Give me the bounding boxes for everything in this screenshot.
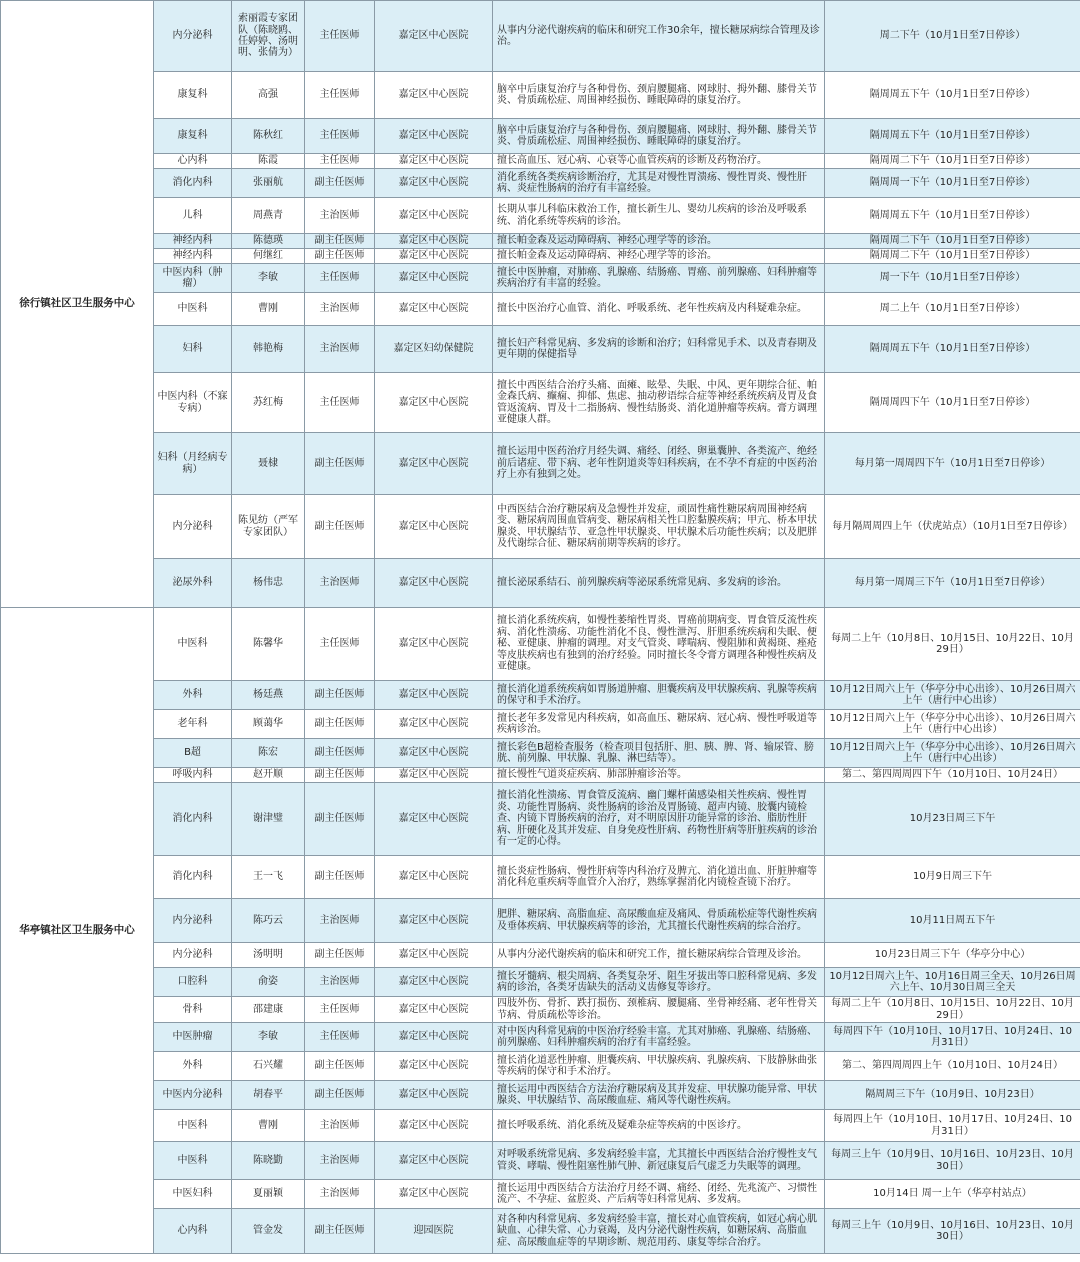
cell-specialty: 擅长妇产科常见病、多发病的诊断和治疗；妇科常见手术、以及青春期及更年期的保健指导 [493, 326, 825, 373]
cell-dept: 内分泌科 [154, 1, 232, 72]
cell-specialty: 肥胖、糖尿病、高脂血症、高尿酸血症及痛风、骨质疏松症等代谢性疾病及垂体疾病、甲状腺疾病等的诊治，尤其擅长代谢性疾病的综合治疗。 [493, 899, 825, 943]
cell-hospital: 嘉定区中心医院 [375, 943, 493, 968]
cell-schedule: 每周二上午（10月8日、10月15日、10月22日、10月29日） [825, 608, 1080, 681]
cell-title: 副主任医师 [305, 856, 375, 899]
table-row [1, 373, 1080, 433]
cell-dept: 康复科 [154, 72, 232, 119]
cell-doctor: 苏红梅 [232, 373, 305, 433]
cell-doctor: 曹刚 [232, 1110, 305, 1142]
cell-schedule: 隔周周二下午（10月1日至7日停诊） [825, 154, 1080, 169]
cell-title: 主治医师 [305, 293, 375, 326]
cell-title: 副主任医师 [305, 495, 375, 559]
cell-schedule: 隔周周三下午（10月9日、10月23日） [825, 1081, 1080, 1110]
table-row [1, 1052, 1080, 1081]
cell-hospital: 嘉定区中心医院 [375, 783, 493, 856]
cell-specialty: 擅长慢性气道炎症疾病、肺部肿瘤诊治等。 [493, 768, 825, 783]
table-row [1, 1142, 1080, 1180]
table-row [1, 234, 1080, 249]
cell-specialty: 擅长帕金森及运动障碍病、神经心理学等的诊治。 [493, 234, 825, 249]
cell-title: 副主任医师 [305, 433, 375, 495]
cell-hospital: 嘉定区中心医院 [375, 1110, 493, 1142]
table-row [1, 264, 1080, 293]
cell-dept: 外科 [154, 681, 232, 710]
schedule-table-body [1, 1, 1080, 1254]
cell-schedule: 隔周周五下午（10月1日至7日停诊） [825, 198, 1080, 234]
cell-dept: 呼吸内科 [154, 768, 232, 783]
cell-hospital: 嘉定区中心医院 [375, 495, 493, 559]
cell-hospital: 嘉定区中心医院 [375, 293, 493, 326]
cell-specialty: 从事内分泌代谢疾病的临床和研究工作，擅长糖尿病综合管理及诊治。 [493, 943, 825, 968]
cell-specialty: 擅长呼吸系统、消化系统及疑难杂症等疾病的中医诊疗。 [493, 1110, 825, 1142]
table-row [1, 968, 1080, 997]
cell-schedule: 每周四上午（10月10日、10月17日、10月24日、10月31日） [825, 1110, 1080, 1142]
table-row [1, 1110, 1080, 1142]
cell-schedule: 第二、第四周周四下午（10月10日、10月24日） [825, 768, 1080, 783]
cell-doctor: 陈见纺（严军专家团队） [232, 495, 305, 559]
cell-schedule: 周二下午（10月1日至7日停诊） [825, 1, 1080, 72]
cell-schedule: 隔周周五下午（10月1日至7日停诊） [825, 119, 1080, 154]
cell-specialty: 擅长消化系统疾病，如慢性萎缩性胃炎、胃癌前期病变、胃食管反流性疾病、消化性溃疡、功能性消化不良、慢性泄泻、肝胆系统疾病和失眠、便秘、亚健康、肿瘤的调理。对支气管炎、哮喘病、慢阻肺和黄褐斑、痤疮等皮肤疾病也有独到的治疗经验。同时擅长冬令膏方调理各种慢性疾病及亚健康。 [493, 608, 825, 681]
cell-specialty: 从事内分泌代谢疾病的临床和研究工作30余年，擅长糖尿病综合管理及诊治。 [493, 1, 825, 72]
cell-doctor: 陈巧云 [232, 899, 305, 943]
cell-hospital: 嘉定区中心医院 [375, 1180, 493, 1209]
cell-dept: 中医内科（不寐专病） [154, 373, 232, 433]
cell-hospital: 嘉定区中心医院 [375, 968, 493, 997]
cell-specialty: 擅长牙髓病、根尖周病、各类复杂牙、阻生牙拔出等口腔科常见病、多发病的诊治，各类牙齿缺失的活动义齿修复等诊疗。 [493, 968, 825, 997]
cell-specialty: 擅长运用中西医结合方法治疗月经不调、痛经、闭经、先兆流产、习惯性流产、不孕症、盆腔炎、产后病等妇科常见病、多发病。 [493, 1180, 825, 1209]
cell-specialty: 脑卒中后康复治疗与各种骨伤、颈肩腰腿痛、网球肘、拇外翻、膝骨关节炎、骨质疏松症、周围神经损伤、睡眠障碍的康复治疗。 [493, 72, 825, 119]
cell-dept: 消化内科 [154, 169, 232, 198]
table-row [1, 1, 1080, 72]
cell-title: 主治医师 [305, 968, 375, 997]
cell-dept: 内分泌科 [154, 495, 232, 559]
cell-doctor: 李敏 [232, 264, 305, 293]
cell-hospital: 嘉定区中心医院 [375, 198, 493, 234]
cell-doctor: 陈宏 [232, 739, 305, 768]
cell-doctor: 杨伟忠 [232, 559, 305, 608]
cell-doctor: 夏丽颖 [232, 1180, 305, 1209]
cell-specialty: 对呼吸系统常见病、多发病经验丰富，尤其擅长中西医结合治疗慢性支气管炎、哮喘、慢性阻塞性肺气肿、新冠康复后气虚乏力失眠等的调理。 [493, 1142, 825, 1180]
cell-hospital: 嘉定区中心医院 [375, 681, 493, 710]
cell-schedule: 10月12日周六上午、10月16日周三全天、10月26日周六上午、10月30日周三全天 [825, 968, 1080, 997]
table-row [1, 1180, 1080, 1209]
cell-dept: 口腔科 [154, 968, 232, 997]
cell-title: 副主任医师 [305, 943, 375, 968]
table-row [1, 249, 1080, 264]
cell-dept: B超 [154, 739, 232, 768]
cell-specialty: 擅长消化性溃疡、胃食管反流病、幽门螺杆菌感染相关性疾病、慢性胃炎、功能性胃肠病、炎性肠病的诊治及胃肠镜、超声内镜、胶囊内镜检查、内镜下胃肠疾病的治疗，对不明原因肝功能异常的诊治、脂肪性肝病、肝硬化及其并发症、自身免疫性肝病、药物性肝病等肝脏疾病的诊治有一定的心得。 [493, 783, 825, 856]
cell-hospital: 迎园医院 [375, 1209, 493, 1254]
cell-specialty: 擅长高血压、冠心病、心衰等心血管疾病的诊断及药物治疗。 [493, 154, 825, 169]
table-row [1, 198, 1080, 234]
cell-hospital: 嘉定区中心医院 [375, 249, 493, 264]
cell-schedule: 周一下午（10月1日至7日停诊） [825, 264, 1080, 293]
table-row [1, 72, 1080, 119]
cell-dept: 儿科 [154, 198, 232, 234]
cell-hospital: 嘉定区中心医院 [375, 899, 493, 943]
cell-specialty: 擅长运用中医药治疗月经失调、痛经、闭经、卵巢囊肿、各类流产、绝经前后诸症、带下病、老年性阴道炎等妇科疾病，在不孕不育症的中医药治疗上亦有独到之处。 [493, 433, 825, 495]
table-row [1, 433, 1080, 495]
cell-doctor: 管金发 [232, 1209, 305, 1254]
cell-dept: 中医肿瘤 [154, 1023, 232, 1052]
cell-specialty: 擅长帕金森及运动障碍病、神经心理学等的诊治。 [493, 249, 825, 264]
table-row [1, 943, 1080, 968]
cell-hospital: 嘉定区中心医院 [375, 559, 493, 608]
cell-schedule: 隔周周五下午（10月1日至7日停诊） [825, 72, 1080, 119]
table-row [1, 1209, 1080, 1254]
cell-title: 副主任医师 [305, 681, 375, 710]
cell-title: 主任医师 [305, 997, 375, 1023]
cell-schedule: 每周二上午（10月8日、10月15日、10月22日、10月29日） [825, 997, 1080, 1023]
cell-title: 主任医师 [305, 1023, 375, 1052]
cell-doctor: 邵建康 [232, 997, 305, 1023]
cell-hospital: 嘉定区中心医院 [375, 608, 493, 681]
cell-doctor: 韩艳梅 [232, 326, 305, 373]
cell-specialty: 擅长中医肿瘤，对肺癌、乳腺癌、结肠癌、胃癌、前列腺癌、妇科肿瘤等疾病治疗有丰富的经验。 [493, 264, 825, 293]
cell-title: 主治医师 [305, 559, 375, 608]
cell-title: 副主任医师 [305, 768, 375, 783]
cell-dept: 心内科 [154, 154, 232, 169]
cell-title: 主治医师 [305, 198, 375, 234]
cell-title: 副主任医师 [305, 739, 375, 768]
cell-doctor: 顾蔼华 [232, 710, 305, 739]
cell-doctor: 俞姿 [232, 968, 305, 997]
table-row [1, 739, 1080, 768]
cell-dept: 外科 [154, 1052, 232, 1081]
cell-doctor: 陈馨华 [232, 608, 305, 681]
cell-doctor: 曹刚 [232, 293, 305, 326]
cell-specialty: 擅长消化道恶性肿瘤、胆囊疾病、甲状腺疾病、乳腺疾病、下肢静脉曲张等疾病的保守和手术治疗。 [493, 1052, 825, 1081]
cell-hospital: 嘉定区中心医院 [375, 997, 493, 1023]
cell-hospital: 嘉定区中心医院 [375, 72, 493, 119]
cell-doctor: 索丽霞专家团队（陈晓鸥、任婷婷、汤明明、张倩为） [232, 1, 305, 72]
cell-schedule: 隔周周一下午（10月1日至7日停诊） [825, 169, 1080, 198]
cell-hospital: 嘉定区中心医院 [375, 264, 493, 293]
cell-specialty: 长期从事儿科临床救治工作，擅长新生儿、婴幼儿疾病的诊治及呼吸系统、消化系统等疾病的诊治。 [493, 198, 825, 234]
cell-specialty: 擅长运用中西医结合方法治疗糖尿病及其并发症、甲状腺功能异常、甲状腺炎、甲状腺结节、高尿酸血症、痛风等代谢性疾病。 [493, 1081, 825, 1110]
cell-title: 副主任医师 [305, 234, 375, 249]
table-row [1, 293, 1080, 326]
cell-specialty: 擅长泌尿系结石、前列腺疾病等泌尿系统常见病、多发病的诊治。 [493, 559, 825, 608]
cell-dept: 内分泌科 [154, 943, 232, 968]
cell-dept: 妇科 [154, 326, 232, 373]
table-row [1, 899, 1080, 943]
cell-dept: 中医科 [154, 1110, 232, 1142]
cell-schedule: 10月12日周六上午（华亭分中心出诊）、10月26日周六上午（唐行中心出诊） [825, 710, 1080, 739]
cell-specialty: 对各种内科常见病、多发病经验丰富，擅长对心血管疾病，如冠心病心肌缺血、心律失常、心力衰竭，及内分泌代谢性疾病，如糖尿病、高脂血症、高尿酸血症等的早期诊断、规范用药、康复等综合治疗。 [493, 1209, 825, 1254]
cell-schedule: 周二上午（10月1日至7日停诊） [825, 293, 1080, 326]
cell-schedule: 隔周周二下午（10月1日至7日停诊） [825, 249, 1080, 264]
cell-specialty: 擅长中医治疗心血管、消化、呼吸系统、老年性疾病及内科疑难杂症。 [493, 293, 825, 326]
cell-specialty: 四肢外伤、骨折、跌打损伤、颈椎病、腰腿痛、坐骨神经痛、老年性骨关节病、骨质疏松等诊治。 [493, 997, 825, 1023]
cell-title: 副主任医师 [305, 169, 375, 198]
cell-schedule: 10月23日周三下午（华亭分中心） [825, 943, 1080, 968]
table-row [1, 710, 1080, 739]
cell-title: 副主任医师 [305, 1052, 375, 1081]
cell-title: 副主任医师 [305, 710, 375, 739]
cell-title: 副主任医师 [305, 1081, 375, 1110]
cell-hospital: 嘉定区中心医院 [375, 1142, 493, 1180]
cell-hospital: 嘉定区中心医院 [375, 119, 493, 154]
cell-doctor: 陈霞 [232, 154, 305, 169]
table-row [1, 154, 1080, 169]
center-name: 徐行镇社区卫生服务中心 [1, 1, 154, 608]
cell-schedule: 隔周周四下午（10月1日至7日停诊） [825, 373, 1080, 433]
cell-hospital: 嘉定区中心医院 [375, 373, 493, 433]
cell-hospital: 嘉定区中心医院 [375, 1081, 493, 1110]
cell-title: 主治医师 [305, 1142, 375, 1180]
cell-schedule: 每周三上午（10月9日、10月16日、10月23日、10月30日） [825, 1142, 1080, 1180]
cell-hospital: 嘉定区中心医院 [375, 856, 493, 899]
table-row [1, 608, 1080, 681]
cell-hospital: 嘉定区中心医院 [375, 739, 493, 768]
cell-doctor: 陈晓勤 [232, 1142, 305, 1180]
cell-specialty: 擅长中西医结合治疗头痛、面瘫、眩晕、失眠、中风、更年期综合征、帕金森氏病、癫痫、抑郁、焦虑、抽动秽语综合症等神经系统疾病及胃及食管返流病、胃及十二指肠病、慢性结肠炎、消化道肿瘤等疾病。膏方调理亚健康人群。 [493, 373, 825, 433]
cell-schedule: 每周三上午（10月9日、10月16日、10月23日、10月30日） [825, 1209, 1080, 1254]
table-row [1, 119, 1080, 154]
cell-dept: 消化内科 [154, 783, 232, 856]
cell-dept: 神经内科 [154, 234, 232, 249]
cell-dept: 内分泌科 [154, 899, 232, 943]
cell-schedule: 10月14日 周一上午（华亭村站点） [825, 1180, 1080, 1209]
cell-doctor: 杨廷燕 [232, 681, 305, 710]
cell-hospital: 嘉定区中心医院 [375, 433, 493, 495]
cell-doctor: 聂棣 [232, 433, 305, 495]
table-row [1, 681, 1080, 710]
cell-specialty: 擅长老年多发常见内科疾病，如高血压、糖尿病、冠心病、慢性呼吸道等疾病诊治。 [493, 710, 825, 739]
cell-schedule: 10月12日周六上午（华亭分中心出诊）、10月26日周六上午（唐行中心出诊） [825, 739, 1080, 768]
cell-schedule: 10月9日周三下午 [825, 856, 1080, 899]
cell-title: 主任医师 [305, 264, 375, 293]
table-row [1, 169, 1080, 198]
cell-doctor: 赵开顺 [232, 768, 305, 783]
cell-dept: 中医内分泌科 [154, 1081, 232, 1110]
cell-title: 主治医师 [305, 1110, 375, 1142]
table-row [1, 1023, 1080, 1052]
cell-specialty: 擅长彩色B超检查服务（检查项目包括肝、胆、胰、脾、肾、输尿管、膀胱、前列腺、甲状腺、乳腺、淋巴结等）。 [493, 739, 825, 768]
table-row [1, 1081, 1080, 1110]
cell-doctor: 高强 [232, 72, 305, 119]
cell-hospital: 嘉定区中心医院 [375, 1052, 493, 1081]
cell-doctor: 汤明明 [232, 943, 305, 968]
cell-dept: 老年科 [154, 710, 232, 739]
cell-dept: 中医科 [154, 608, 232, 681]
cell-title: 主任医师 [305, 72, 375, 119]
cell-hospital: 嘉定区中心医院 [375, 1, 493, 72]
cell-specialty: 脑卒中后康复治疗与各种骨伤、颈肩腰腿痛、网球肘、拇外翻、膝骨关节炎、骨质疏松症、周围神经损伤、睡眠障碍的康复治疗。 [493, 119, 825, 154]
cell-dept: 中医科 [154, 1142, 232, 1180]
table-row [1, 997, 1080, 1023]
cell-dept: 骨科 [154, 997, 232, 1023]
cell-title: 主任医师 [305, 608, 375, 681]
cell-dept: 神经内科 [154, 249, 232, 264]
table-row [1, 768, 1080, 783]
cell-schedule: 10月11日周五下午 [825, 899, 1080, 943]
cell-dept: 消化内科 [154, 856, 232, 899]
cell-title: 副主任医师 [305, 249, 375, 264]
cell-title: 主治医师 [305, 326, 375, 373]
cell-schedule: 隔周周二下午（10月1日至7日停诊） [825, 234, 1080, 249]
cell-schedule: 第二、第四周周四上午（10月10日、10月24日） [825, 1052, 1080, 1081]
cell-title: 主任医师 [305, 119, 375, 154]
cell-schedule: 10月12日周六上午（华亭分中心出诊）、10月26日周六上午（唐行中心出诊） [825, 681, 1080, 710]
cell-specialty: 擅长炎症性肠病、慢性肝病等内科治疗及脾亢、消化道出血、肝脏肿瘤等消化科危重疾病等血管介入治疗，熟练掌握消化内镜检查镜下治疗。 [493, 856, 825, 899]
cell-title: 主治医师 [305, 1180, 375, 1209]
cell-title: 主任医师 [305, 1, 375, 72]
cell-dept: 心内科 [154, 1209, 232, 1254]
cell-specialty: 消化系统各类疾病诊断治疗，尤其是对慢性胃溃疡、慢性胃炎、慢性肝病、炎症性肠病的治疗有丰富经验。 [493, 169, 825, 198]
cell-schedule: 每月隔周周四上午（伏虎站点）（10月1日至7日停诊） [825, 495, 1080, 559]
cell-doctor: 石兴耀 [232, 1052, 305, 1081]
center-name: 华亭镇社区卫生服务中心 [1, 608, 154, 1254]
cell-schedule: 每月第一周周四下午（10月1日至7日停诊） [825, 433, 1080, 495]
cell-specialty: 擅长消化道系统疾病如胃肠道肿瘤、胆囊疾病及甲状腺疾病、乳腺等疾病的保守和手术治疗。 [493, 681, 825, 710]
cell-specialty: 对中医内科常见病的中医治疗经验丰富。尤其对肺癌、乳腺癌、结肠癌、前列腺癌、妇科肿瘤疾病的治疗有丰富经验。 [493, 1023, 825, 1052]
cell-schedule: 每月第一周周三下午（10月1日至7日停诊） [825, 559, 1080, 608]
cell-title: 主任医师 [305, 154, 375, 169]
cell-doctor: 陈德瑛 [232, 234, 305, 249]
cell-specialty: 中西医结合治疗糖尿病及急慢性并发症，顽固性痛性糖尿病周围神经病变、糖尿病周围血管病变、糖尿病相关性口腔黏膜疾病；甲亢、桥本甲状腺炎、甲状腺结节、亚急性甲状腺炎、甲状腺术后功能性疾病；以及肥胖及代谢综合征、糖尿病前期等疾病的诊疗。 [493, 495, 825, 559]
cell-dept: 妇科（月经病专病） [154, 433, 232, 495]
cell-schedule: 每周四下午（10月10日、10月17日、10月24日、10月31日） [825, 1023, 1080, 1052]
cell-schedule: 10月23日周三下午 [825, 783, 1080, 856]
cell-hospital: 嘉定区中心医院 [375, 1023, 493, 1052]
cell-title: 主治医师 [305, 899, 375, 943]
table-row [1, 559, 1080, 608]
table-row [1, 326, 1080, 373]
cell-dept: 中医妇科 [154, 1180, 232, 1209]
cell-hospital: 嘉定区中心医院 [375, 169, 493, 198]
cell-dept: 泌尿外科 [154, 559, 232, 608]
cell-hospital: 嘉定区妇幼保健院 [375, 326, 493, 373]
cell-hospital: 嘉定区中心医院 [375, 234, 493, 249]
cell-doctor: 李敏 [232, 1023, 305, 1052]
cell-title: 主任医师 [305, 373, 375, 433]
cell-hospital: 嘉定区中心医院 [375, 154, 493, 169]
cell-hospital: 嘉定区中心医院 [375, 768, 493, 783]
cell-doctor: 胡春平 [232, 1081, 305, 1110]
table-row [1, 783, 1080, 856]
cell-doctor: 谢津璧 [232, 783, 305, 856]
cell-schedule: 隔周周五下午（10月1日至7日停诊） [825, 326, 1080, 373]
cell-dept: 康复科 [154, 119, 232, 154]
table-row [1, 856, 1080, 899]
cell-title: 副主任医师 [305, 783, 375, 856]
cell-doctor: 何继红 [232, 249, 305, 264]
cell-doctor: 周燕青 [232, 198, 305, 234]
cell-doctor: 陈秋红 [232, 119, 305, 154]
cell-title: 副主任医师 [305, 1209, 375, 1254]
cell-doctor: 张丽航 [232, 169, 305, 198]
cell-doctor: 王一飞 [232, 856, 305, 899]
cell-dept: 中医内科（肿瘤） [154, 264, 232, 293]
table-row [1, 495, 1080, 559]
cell-hospital: 嘉定区中心医院 [375, 710, 493, 739]
cell-dept: 中医科 [154, 293, 232, 326]
